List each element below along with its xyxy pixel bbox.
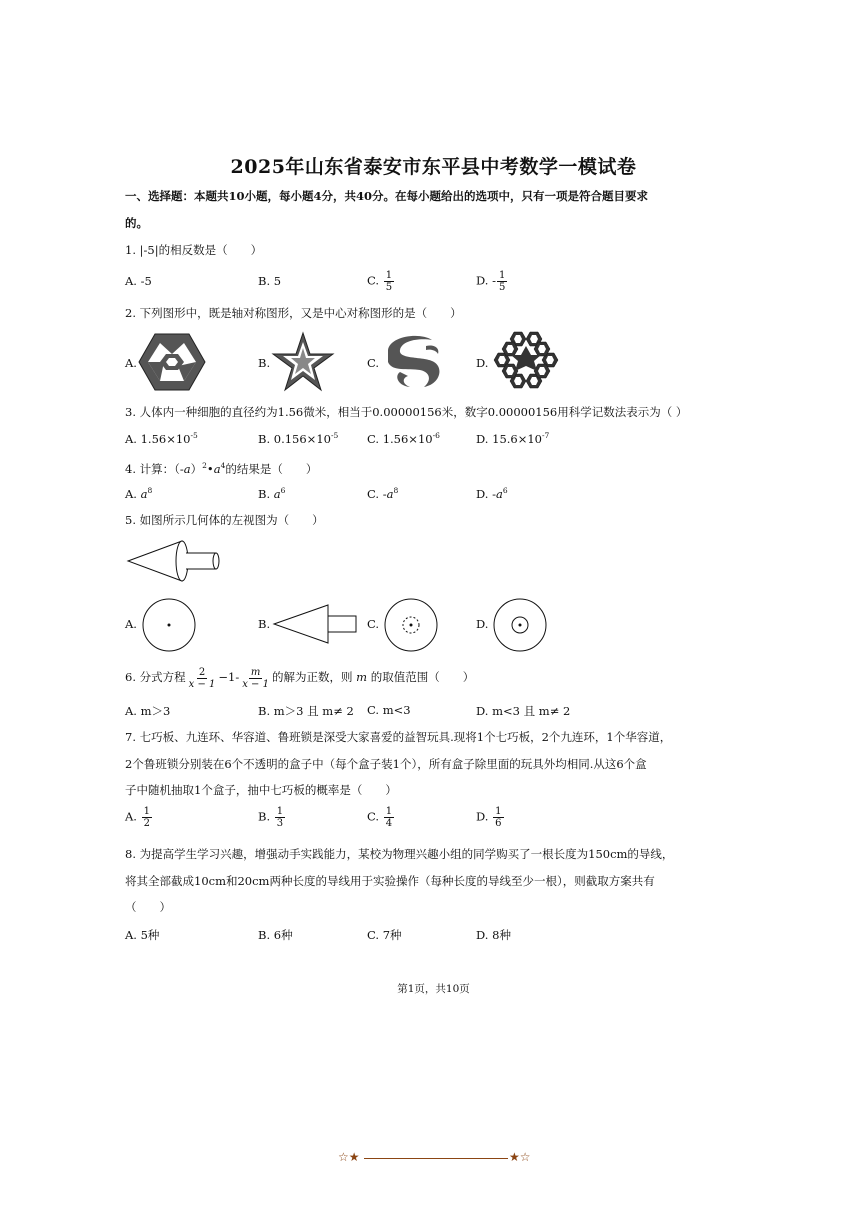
q6-option-a: A. m＞3 (125, 704, 171, 718)
q6-stem: 6. 分式方程 $\frac{2}{x - 1}$ −1- $\frac{m}{x - 1}$ 的解为正数，则 m 的取值范围（ ） (125, 666, 475, 690)
q1-option-d: D. - $\frac{1}{5}$ (476, 270, 506, 293)
q5-figure-a-circle-dot-icon (141, 597, 197, 653)
q5-option-c: C. (367, 617, 380, 631)
q4-option-c: C. $-a^8$ (367, 486, 399, 501)
q5-figure-c-circle-dashed-icon (383, 597, 439, 653)
q4-option-d: D. $-a^6$ (476, 486, 508, 501)
q2-figure-d-hexagon-cluster-icon (490, 330, 562, 392)
q5-solid-cone-cylinder-icon (126, 538, 222, 584)
q1-option-a: A. -5 (125, 274, 152, 288)
q2-option-d: D. (476, 356, 489, 370)
q8-line1: 8. 为提高学生学习兴趣，增强动手实践能力，某校为物理兴趣小组的同学购买了一根长度为150cm的导线， (125, 847, 674, 861)
q1-stem: 1. |-5|的相反数是（ ） (125, 243, 263, 257)
q6-option-d: D. m<3 且 m≠ 2 (476, 704, 571, 718)
q7-line2: 2个鲁班锁分别装在6个不透明的盒子中（每个盒子装1个），所有盒子除里面的玩具外均相同.从这6个盒 (125, 757, 647, 771)
page-title: 2025年山东省泰安市东平县中考数学一模试卷 (230, 156, 637, 178)
q7-option-b: B. $\frac{1}{3}$ (258, 806, 284, 829)
q1-option-c: C. $\frac{1}{5}$ (367, 270, 393, 293)
star-left-icon: ☆★ (338, 1150, 360, 1164)
q2-option-c: C. (367, 356, 380, 370)
q3-option-b: B. $0.156\times 10^{-5}$ (258, 431, 339, 446)
q4-stem: 4. 计算：$(-a)^2•a^4$的结果是（ ） (125, 461, 318, 476)
q3-option-d: D. $15.6\times 10^{-7}$ (476, 431, 550, 446)
footer-decoration (338, 1148, 533, 1168)
q5-figure-d-circle-inner-icon (492, 597, 548, 653)
q2-option-b: B. (258, 356, 271, 370)
q7-line1: 7. 七巧板、九连环、华容道、鲁班锁是深受大家喜爱的益智玩具.现将1个七巧板，2个九连环，1个华容道， (125, 730, 672, 744)
q7-line3: 子中随机抽取1个盒子，抽中七巧板的概率是（ ） (125, 783, 397, 797)
q4-option-a: A. $a^8$ (125, 486, 153, 501)
q1-options (0, 270, 867, 296)
q2-figure-b-star-icon (272, 332, 334, 392)
q6-option-b: B. m＞3 且 m≠ 2 (258, 704, 354, 718)
q5-stem: 5. 如图所示几何体的左视图为（ ） (125, 513, 324, 527)
q3-option-a: A. $1.56\times 10^{-5}$ (125, 431, 198, 446)
q2-figure-a-hexagon-icon (138, 332, 206, 392)
q7-option-c: C. $\frac{1}{4}$ (367, 806, 393, 829)
q2-option-a: A. (125, 356, 137, 370)
q1-option-b: B. 5 (258, 274, 282, 288)
q5-option-d: D. (476, 617, 489, 631)
q8-line3: （ ） (125, 900, 171, 914)
q8-option-b: B. 6种 (258, 928, 293, 942)
q6-option-c: C. m<3 (367, 703, 411, 717)
q5-option-a: A. (125, 617, 137, 631)
decoration-line (364, 1158, 508, 1159)
page-footer: 第1页，共10页 (397, 983, 470, 995)
q8-option-c: C. 7种 (367, 928, 402, 942)
q3-stem: 3. 人体内一种细胞的直径约为1.56微米，相当于0.00000156米，数字0.00000156用科学记数法表示为（ ） (125, 405, 688, 419)
q8-line2: 将其全部截成10cm和20cm两种长度的导线用于实验操作（每种长度的导线至少一根），则截取方案共有 (125, 874, 655, 888)
q5-figure-b-cone-side-icon (272, 603, 360, 645)
q8-option-d: D. 8种 (476, 928, 511, 942)
q7-option-d: D. $\frac{1}{6}$ (476, 806, 502, 829)
star-right-icon: ★☆ (509, 1150, 531, 1164)
q2-stem: 2. 下列图形中，既是轴对称图形，又是中心对称图形的是（ ） (125, 306, 462, 320)
q5-option-b: B. (258, 617, 271, 631)
q8-option-a: A. 5种 (125, 928, 160, 942)
q3-option-c: C. $1.56\times 10^{-6}$ (367, 431, 440, 446)
q4-option-b: B. $a^6$ (258, 486, 286, 501)
q2-figure-c-swirl-icon (380, 332, 448, 390)
section-heading-line2: 的。 (125, 216, 148, 230)
section-heading-line1: 一、选择题：本题共10小题，每小题4分，共40分。在每小题给出的选项中，只有一项是符合题目要求 (125, 189, 649, 203)
q7-option-a: A. $\frac{1}{2}$ (125, 806, 150, 829)
